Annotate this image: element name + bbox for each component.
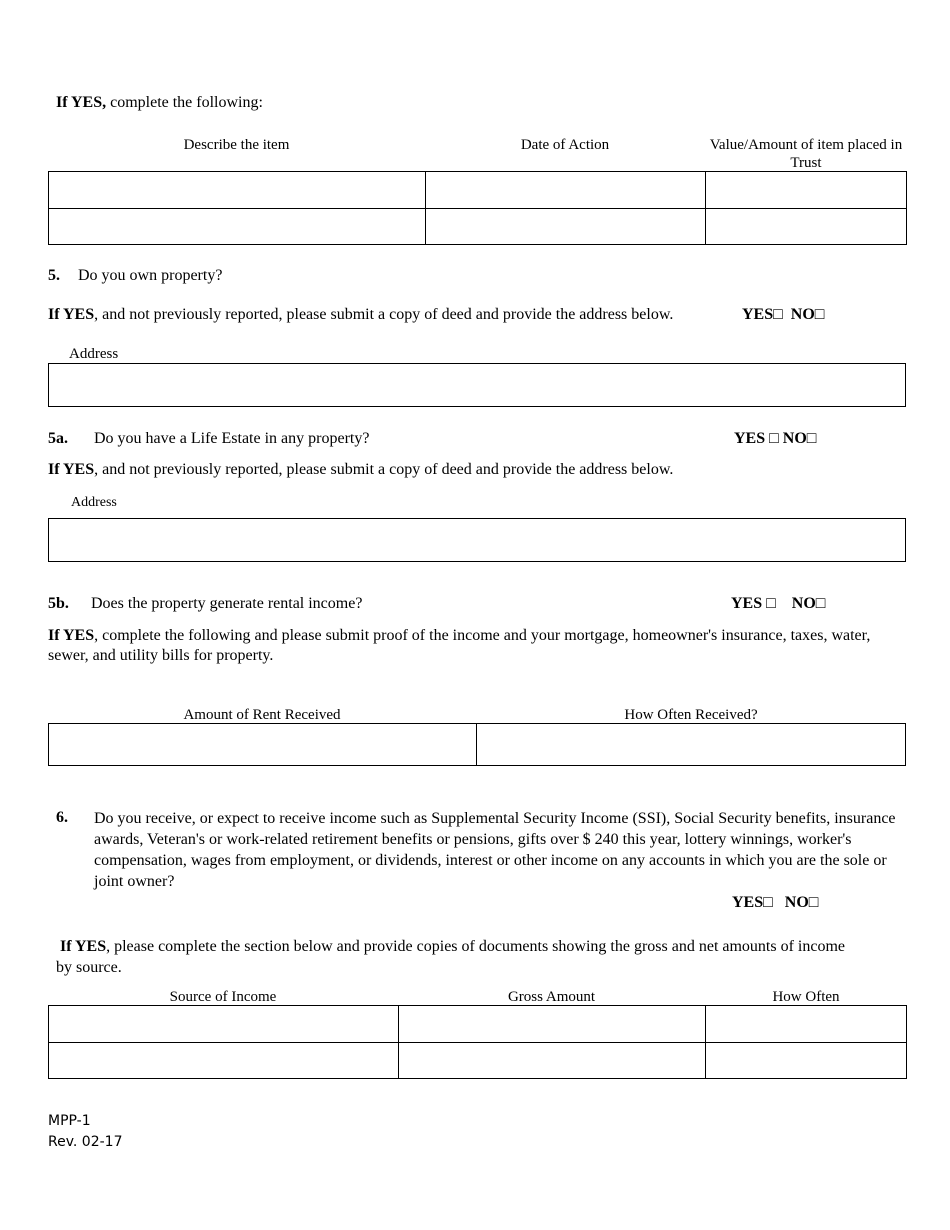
income-cell-frequency-2[interactable] [705, 1042, 907, 1079]
q5a-address-field[interactable] [48, 518, 906, 562]
income-cell-source-2[interactable] [48, 1042, 399, 1079]
q5a-if-yes: If YES, and not previously reported, please submit a copy of deed and provide the address below. [48, 461, 674, 478]
income-cell-frequency-1[interactable] [705, 1005, 907, 1043]
rent-header-frequency: How Often Received? [624, 707, 758, 723]
q5b-yes-no-checkboxes[interactable]: YES □ NO□ [731, 595, 826, 612]
rent-header-amount: Amount of Rent Received [183, 707, 341, 723]
income-cell-gross-1[interactable] [398, 1005, 706, 1043]
q5b-if-yes: If YES, complete the following and please submit proof of the income and your mortgage, homeowner's insurance, taxes, water, sewer, and utility bills for property. [48, 627, 871, 664]
q6-if-yes: If YES, please complete the section below and provide copies of documents showing the gross and net amounts of income by source. [56, 938, 846, 976]
income-header-gross: Gross Amount [507, 989, 596, 1005]
trust-header-date: Date of Action [520, 137, 610, 153]
q6-number: 6. [56, 809, 68, 826]
q5a-address-label: Address [71, 495, 117, 510]
q5-if-yes: If YES, and not previously reported, please submit a copy of deed and provide the address below. [48, 306, 674, 323]
q5-yes-no-checkboxes[interactable]: YES□ NO□ [742, 306, 825, 323]
trust-header-value: Value/Amount of item placed in Trust [709, 137, 903, 171]
income-cell-gross-2[interactable] [398, 1042, 706, 1079]
q5-number: 5. [48, 267, 60, 284]
q5a-yes-no-checkboxes[interactable]: YES □ NO□ [734, 430, 817, 447]
form-revision: Rev. 02-17 [48, 1134, 123, 1150]
income-cell-source-1[interactable] [48, 1005, 399, 1043]
income-header-source: Source of Income [169, 989, 277, 1005]
q5b-number: 5b. [48, 595, 69, 612]
rent-cell-frequency[interactable] [476, 723, 906, 766]
form-id: MPP-1 [48, 1113, 91, 1129]
trust-cell-describe-1[interactable] [48, 171, 426, 209]
q5-address-field[interactable] [48, 363, 906, 407]
trust-cell-value-2[interactable] [705, 208, 907, 245]
trust-cell-date-2[interactable] [425, 208, 706, 245]
trust-cell-describe-2[interactable] [48, 208, 426, 245]
q5-address-label: Address [69, 346, 119, 362]
q6-yes-no-checkboxes[interactable]: YES□ NO□ [732, 894, 819, 911]
trust-cell-value-1[interactable] [705, 171, 907, 209]
trust-intro: If YES, complete the following: [56, 94, 263, 111]
q5a-number: 5a. [48, 430, 68, 447]
rent-cell-amount[interactable] [48, 723, 477, 766]
q5-question: Do you own property? [78, 267, 223, 284]
trust-cell-date-1[interactable] [425, 171, 706, 209]
q5b-question: Does the property generate rental income? [91, 595, 363, 612]
trust-header-describe: Describe the item [183, 137, 290, 153]
q5a-question: Do you have a Life Estate in any property? [94, 430, 370, 447]
q6-question: Do you receive, or expect to receive income such as Supplemental Security Income (SSI), Social Security benefits, insurance awards, Veteran's or work-related retirement benefits or pensions, gifts over $ 240 this year, lottery winnings, worker's compensation, wages from employment, or dividends, interest or other income on any accounts in which you are the sole or joint owner? [94, 810, 896, 890]
income-header-frequency: How Often [772, 989, 840, 1005]
